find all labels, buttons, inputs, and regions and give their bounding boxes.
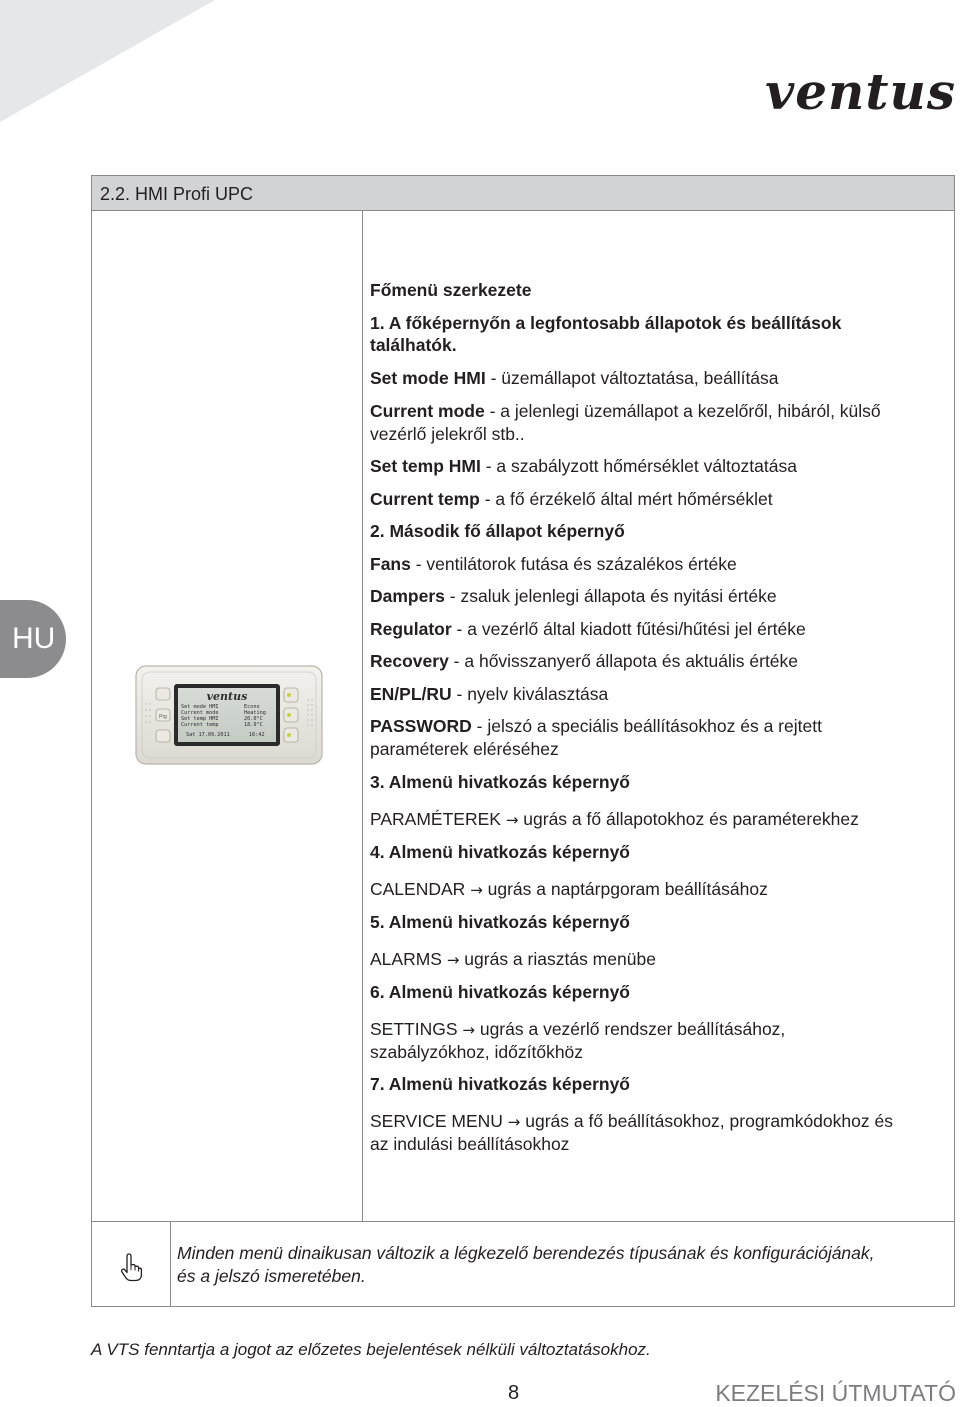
term: Regulator [370, 619, 452, 639]
term: SERVICE MENU [370, 1111, 503, 1131]
item-current-mode [370, 400, 881, 423]
desc: - a hővisszanyerő állapota és aktuális értéke [448, 651, 799, 671]
item-service-menu [370, 1110, 893, 1134]
item-dampers [370, 585, 777, 608]
section-2-title: 2. Második fő állapot képernyő [370, 521, 625, 541]
desc: - nyelv kiválasztása [451, 684, 609, 704]
term: ALARMS [370, 949, 442, 969]
lcd-row-label: Current temp [181, 722, 219, 728]
lcd-row-label: Set mode HMI [181, 704, 219, 710]
desc: ugrás a fő beállításokhoz, programkódokhoz és [525, 1111, 893, 1131]
item-settings-cont: szabályzókhoz, időzítőkhöz [370, 1042, 584, 1062]
content-heading: Főmenü szerkezete [370, 280, 532, 300]
prg-key-label: Prg [159, 714, 167, 720]
note-line-1: Minden menü dinaikusan változik a légkezelő berendezés típusának és konfigurációjának, [177, 1243, 875, 1263]
term: Fans [370, 554, 411, 574]
item-password-cont: paraméterek eléréséhez [370, 739, 559, 759]
lcd-date: Sat 17.09.2011 [186, 732, 230, 738]
desc: ugrás a vezérlő rendszer beállításához, [479, 1019, 786, 1039]
term: Set temp HMI [370, 456, 481, 476]
desc: - a fő érzékelő által mért hőmérséklet [479, 489, 773, 509]
section-6-title: 6. Almenü hivatkozás képernyő [370, 982, 630, 1002]
term: SETTINGS [370, 1019, 458, 1039]
desc: - a szabályzott hőmérséklet változtatása [480, 456, 797, 476]
note-line-2: és a jelszó ismeretében. [177, 1266, 366, 1286]
section-title: 2.2. HMI Profi UPC [100, 184, 254, 204]
lcd-row-value: Heating [244, 710, 266, 716]
item-language [370, 683, 608, 706]
item-recovery [370, 650, 798, 673]
desc: - jelszó a speciális beállításokhoz és a rejtett [471, 716, 822, 736]
ventus-logo [726, 60, 956, 124]
lcd-time: 16:42 [249, 732, 265, 738]
logo-text: ventus [765, 62, 956, 121]
lcd-row-label: Set temp HMI [181, 716, 219, 722]
item-current-mode-cont: vezérlő jelekről stb.. [370, 424, 525, 444]
language-tab-label: HU [12, 622, 56, 655]
page-number: 8 [508, 1382, 520, 1404]
item-calendar [370, 878, 768, 902]
lcd-row-label: Current mode [181, 710, 219, 716]
term: Set mode HMI [370, 368, 486, 388]
left-key-3 [156, 730, 170, 742]
section-3-title: 3. Almenü hivatkozás képernyő [370, 772, 630, 792]
arrow-right-icon: → [507, 1113, 521, 1131]
corner-decoration [0, 0, 215, 122]
section-7-title: 7. Almenü hivatkozás képernyő [370, 1074, 630, 1094]
desc: ugrás a fő állapotokhoz és paraméterekhez [523, 809, 859, 829]
arrow-right-icon: → [462, 1021, 475, 1039]
desc: - a vezérlő által kiadott fűtési/hűtési jel értéke [451, 619, 806, 639]
desc: - üzemállapot változtatása, beállítása [485, 368, 779, 388]
item-service-menu-cont: az indulási beállításokhoz [370, 1134, 570, 1154]
item-password [370, 715, 822, 738]
note-text [177, 1242, 947, 1288]
section-5-title: 5. Almenü hivatkozás képernyő [370, 912, 630, 932]
term: Recovery [370, 651, 449, 671]
term: Current mode [370, 401, 485, 421]
term: PARAMÉTEREK [370, 809, 501, 829]
arrow-right-icon: → [446, 951, 460, 969]
lcd-row-value: 18.9°C [244, 722, 263, 728]
desc: - zsaluk jelenlegi állapota és nyitási értéke [444, 586, 777, 606]
item-current-temp [370, 488, 773, 511]
pointing-hand-icon [120, 1252, 142, 1282]
item-regulator [370, 618, 806, 641]
hmi-device-image [134, 664, 324, 766]
section-1-title: 1. A főképernyőn a legfontosabb állapotok és beállítások [370, 313, 842, 333]
lcd-row-value: Econo [244, 704, 260, 710]
item-alarms [370, 948, 656, 972]
desc: ugrás a riasztás menübe [464, 949, 656, 969]
column-divider [362, 210, 363, 1222]
lcd-logo: ventus [206, 690, 248, 703]
section-4-title: 4. Almenü hivatkozás képernyő [370, 842, 630, 862]
term: PASSWORD [370, 716, 472, 736]
note-divider [170, 1221, 171, 1307]
item-fans [370, 553, 737, 576]
item-set-temp [370, 455, 797, 478]
arrow-right-icon: → [505, 811, 519, 829]
desc: - ventilátorok futása és százalékos értéke [410, 554, 737, 574]
lcd-row-value: 20.0°C [244, 716, 263, 722]
section-header [91, 175, 955, 211]
footer-disclaimer: A VTS fenntartja a jogot az előzetes bejelentések nélküli változtatásokhoz. [91, 1340, 651, 1359]
term: EN/PL/RU [370, 684, 452, 704]
section-1-title-cont: találhatók. [370, 335, 457, 355]
term: CALENDAR [370, 879, 466, 899]
language-tab [0, 600, 66, 678]
item-settings [370, 1018, 785, 1042]
arrow-right-icon: → [470, 881, 483, 899]
desc: - a jelenlegi üzemállapot a kezelőről, hibáról, külső [484, 401, 881, 421]
term: Current temp [370, 489, 480, 509]
left-key-1 [156, 688, 170, 700]
item-parameters [370, 808, 859, 832]
footer-title: KEZELÉSI ÚTMUTATÓ [715, 1380, 956, 1406]
desc: ugrás a naptárpgoram beállításához [487, 879, 768, 899]
item-set-mode [370, 367, 779, 390]
term: Dampers [370, 586, 445, 606]
